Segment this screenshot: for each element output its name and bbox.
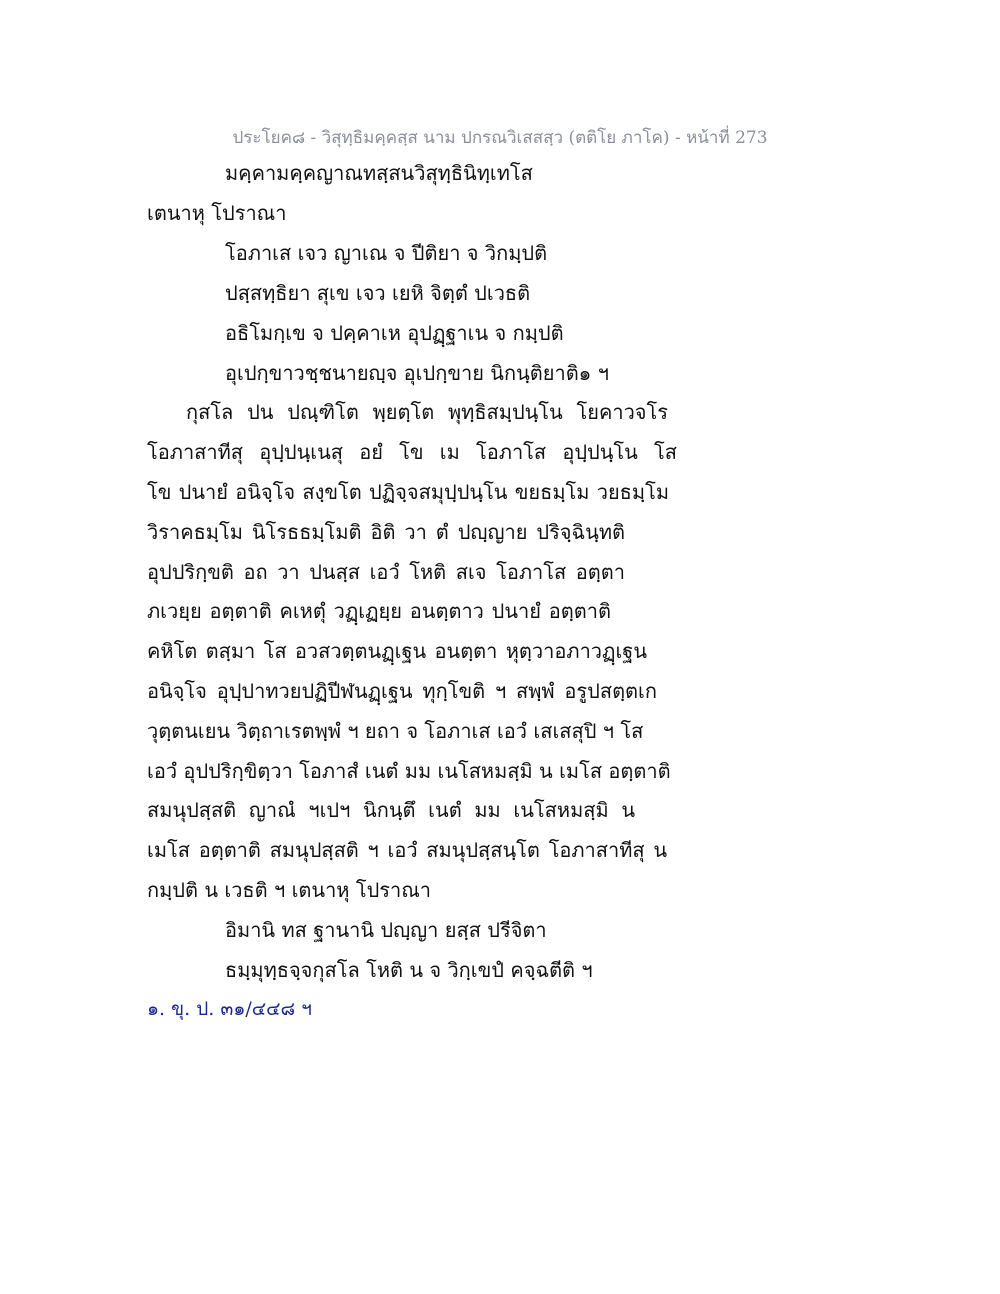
paragraph-last-line: กมฺปติ น เวธติ ฯ เตนาหุ โปราณา bbox=[147, 878, 432, 902]
paragraph-line: เอวํ อุปปริกฺขิตฺวา โอภาสํ เนตํ มม เนโสหมสฺมิ น เมโส อตฺตาติ bbox=[147, 759, 671, 783]
verse-line: อธิโมกฺเข จ ปคฺคาเห อุปฏฺฐาเน จ กมฺปติ bbox=[225, 321, 564, 345]
intro-line: เตนาหุ โปราณา bbox=[147, 201, 287, 225]
paragraph-line: สมนุปสฺสติ ญาณํ ฯเปฯ นิกนฺตึ เนตํ มม เนโสหมสฺมิ น bbox=[147, 798, 635, 822]
paragraph-line: โอภาสาทีสุ อุปฺปนฺเนสุ อยํ โข เม โอภาโส อุปฺปนฺโน โส bbox=[147, 440, 677, 464]
paragraph-line: อุปปริกฺขติ อถ วา ปนสฺส เอวํ โหติ สเจ โอภาโส อตฺตา bbox=[147, 560, 625, 584]
verse-line: โอภาเส เจว ญาเณ จ ปีติยา จ วิกมฺปติ bbox=[225, 241, 548, 265]
paragraph-line: ภเวยฺย อตฺตาติ คเหตุํ วฏฺเฏยฺย อนตฺตาว ปนายํ อตฺตาติ bbox=[147, 599, 611, 623]
paragraph-line: เมโส อตฺตาติ สมนุปสฺสติ ฯ เอวํ สมนุปสฺสนฺโต โอภาสาทีสุ น bbox=[147, 838, 667, 862]
paragraph-first-line: กุสโล ปน ปณฺฑิโต พฺยตฺโต พุทฺธิสมฺปนฺโน โยคาวจโร bbox=[186, 400, 668, 424]
page-header: ประโยค๘ - วิสุทฺธิมคฺคสฺส นาม ปกรณวิเสสสฺว (ตติโย ภาโค) - หน้าที่ 273 bbox=[232, 128, 768, 148]
paragraph-line: วุตฺตนเยน วิตฺถาเรตพฺพํ ฯ ยถา จ โอภาเส เอวํ เสเสสุปิ ฯ โส bbox=[147, 719, 644, 743]
footnote: ๑. ขุ. ป. ๓๑/๔๔๘ ฯ bbox=[147, 998, 312, 1020]
verse-line: ปสฺสทฺธิยา สุเข เจว เยหิ จิตฺตํ ปเวธติ bbox=[225, 281, 531, 305]
verse-line: อุเปกฺขาวชฺชนายญฺจ อุเปกฺขาย นิกนฺติยาติ๑ ฯ bbox=[225, 361, 609, 385]
paragraph-line: อนิจฺโจ อุปฺปาทวยปฏิปีฬนฏฺเฐน ทุกฺโขติ ฯ สพฺพํ อรูปสตฺตเก bbox=[147, 679, 657, 703]
paragraph-line: วิราคธมฺโม นิโรธธมฺโมติ อิติ วา ตํ ปญฺญาย ปริจฺฉินฺทติ bbox=[147, 520, 625, 544]
verse-line: อิมานิ ทส ฐานานิ ปญฺญา ยสฺส ปรีจิตา bbox=[225, 918, 547, 942]
paragraph-line: โข ปนายํ อนิจฺโจ สงฺขโต ปฏิจฺจสมุปฺปนฺโน ขยธมฺโม วยธมฺโม bbox=[147, 480, 669, 504]
paragraph-line: คหิโต ตสฺมา โส อวสวตฺตนฏฺเฐน อนตฺตา หุตฺวาอภาวฏฺเฐน bbox=[147, 639, 647, 663]
section-title: มคฺคามคฺคญาณทสฺสนวิสุทฺธินิทฺเทโส bbox=[225, 161, 533, 185]
verse-line: ธมฺมุทฺธจฺจกุสโล โหติ น จ วิกฺเขปํ คจฺฉตีติ ฯ bbox=[225, 958, 593, 982]
